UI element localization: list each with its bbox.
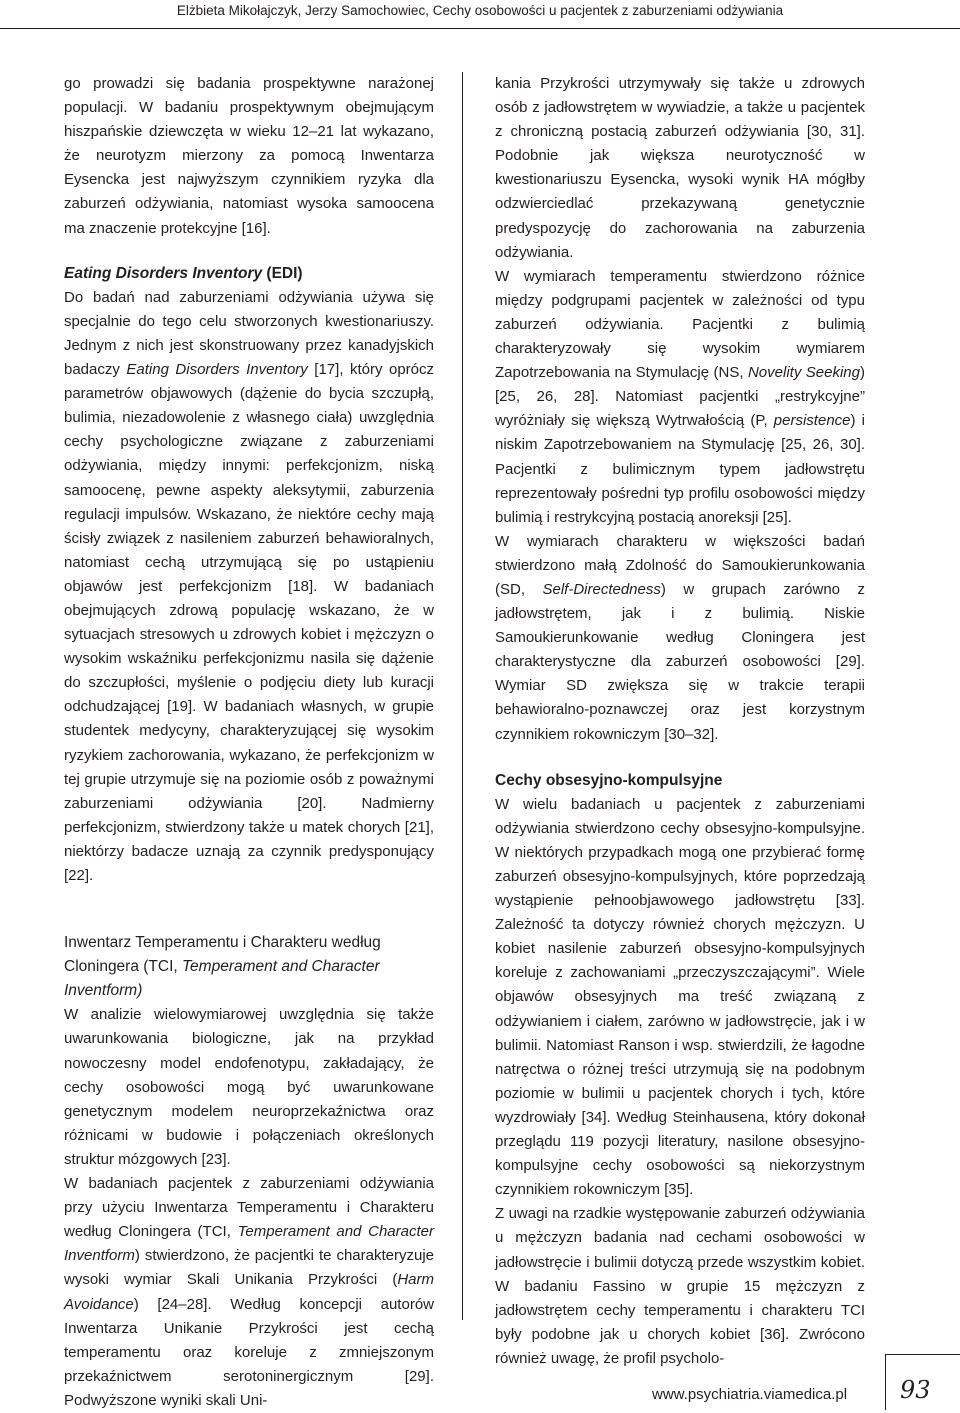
section-heading-tci	[64, 931, 434, 1003]
italic-run: Eating Disorders Inventory	[126, 361, 308, 379]
italic-run: Harm Avoidance	[64, 1271, 434, 1313]
footer-rule-horizontal	[885, 1354, 960, 1355]
heading-rest: (EDI)	[262, 264, 303, 282]
text-run: ) stwierdzono, że pacjentki te charakteryzuje wysoki wymiar Skali Unikania Przykrości (	[64, 1247, 434, 1289]
section-heading-obsessive: Cechy obsesyjno-kompulsyjne	[495, 771, 723, 789]
column-divider	[462, 72, 463, 1320]
text-run: W badaniach pacjentek z zaburzeniami odżywiania przy użyciu Inwentarza Temperamentu i Charakteru według Cloningera (TCI,	[64, 1175, 434, 1241]
text-run: Do badań nad zaburzeniami odżywiania używa się specjalnie do tego celu stworzonych kwestionariuszy. Jednym z nich jest skonstruowany przez kanadyjskich badaczy	[64, 288, 434, 379]
paragraph	[64, 286, 434, 888]
text-run: ) i niskim Zapotrzebowaniem na Stymulację [25, 26, 30]. Pacjentki z bulimicznym typem jadłowstrętu reprezentowały pośredni typ profilu osobowości między bulimią i restrykcyjną postacią anoreksji [25].	[495, 412, 866, 526]
heading-text: Inwentarz Temperamentu i Charakteru według Cloningera (TCI,	[64, 934, 381, 976]
section-heading-edi	[64, 262, 434, 286]
paragraph: go prowadzi się badania prospektywne narażonej populacji. W badaniu prospektywnym obejmującym hiszpańskie dziewczęta w wieku 12–21 lat wykazano, że neurotyzm mierzony za pomocą Inwentarza Eysencka jest najwyższym czynnikiem ryzyka dla zaburzeń odżywiania, natomiast wysoka samoocena ma znaczenie protekcyjne [16].	[64, 75, 434, 237]
text-run: W wymiarach temperamentu stwierdzono różnice między podgrupami pacjentek w zależności od typu zaburzeń odżywiania. Pacjentki z bulimią charakteryzowały się wysokim wymiarem Zapotrzebowania na Stymulację (NS,	[495, 267, 865, 382]
left-column	[64, 72, 434, 1413]
italic-run: Temperament and Character Inventform	[64, 1223, 434, 1265]
paragraph: Z uwagi na rzadkie występowanie zaburzeń odżywiania u mężczyzn badania nad cechami osobowości w jadłowstręcie i bulimii dotyczą przede wszystkim kobiet. W badaniu Fassino w grupie 15 mężczyzn z jadłowstrętem cechy temperamentu i charakteru TCI były podobne jak u chorych kobiet [36]. Zwrócono również uwagę, że profil psycholo-	[495, 1205, 865, 1367]
text-run: ) w grupach zarówno z jadłowstrętem, jak i z bulimią. Niskie Samoukierunkowanie według Cloningera jest charakterystyczne dla zaburzeń osobowości [29]. Wymiar SD zwiększa się w trakcie terapii behawioralno-poznawczej oraz jest korzystnym czynnikiem rokowniczym [30–32].	[495, 580, 866, 743]
paragraph	[64, 1172, 434, 1413]
footer-rule-vertical	[885, 1354, 886, 1410]
text-run: ) [24–28]. Według koncepcji autorów Inwentarza Unikanie Przykrości jest cechą temperamentu oraz koreluje z zmniejszonym przekaźnictwem serotoninergicznym [29]. Podwyższone wyniki skali Uni-	[64, 1295, 434, 1409]
header-rule	[0, 28, 960, 29]
running-title: Elżbieta Mikołajczyk, Jerzy Samochowiec, Cechy osobowości u pacjentek z zaburzeniami odżywiania	[176, 3, 784, 18]
italic-run: persistence	[773, 412, 851, 430]
paragraph	[495, 265, 865, 530]
paragraph: kania Przykrości utrzymywały się także u zdrowych osób z jadłowstrętem w wywiadzie, a także u pacjentek z chroniczną postacią zaburzeń odżywiania [30, 31]. Podobnie jak większa neurotyczność w kwestionariuszu Eysencka, wysoki wynik HA mógłby odzwierciedlać przekazywaną genetycznie predyspozycję do zachorowania na zaburzenia odżywiania.	[495, 75, 865, 261]
paragraph: W analizie wielowymiarowej uwzględnia się także uwarunkowania biologiczne, jak na przykład nowoczesny model endofenotypu, zakładający, że cechy osobowości mogą być uwarunkowane genetycznym modelem neuroprzekaźnictwa oraz różnicami w budowie i połączeniach określonych struktur mózgowych [23].	[64, 1006, 434, 1168]
italic-run: Novelity Seeking	[747, 364, 860, 382]
journal-url[interactable]: www.psychiatria.viamedica.pl	[652, 1386, 848, 1403]
paragraph: W wielu badaniach u pacjentek z zaburzeniami odżywiania stwierdzono cechy obsesyjno-kompulsyjne. W niektórych przypadkach mogą one przybierać formę zaburzeń obsesyjno-kompulsyjnych, które poprzedzają wystąpienie pełnoobjawowego jadłowstrętu [33]. Zależność ta dotyczy również chorych mężczyzn. U kobiet nasilenie zaburzeń obsesyjno-kompulsyjnych koreluje z zachowaniami „przeczyszczającymi”. Wiele objawów obsesyjnych ma treść związaną z odżywianiem i ciałem, zarówno w jadłowstręcie, jak i w bulimii. Natomiast Ranson i wsp. stwierdzili, że łagodne natręctwa o różnej treści utrzymują się na podobnym poziomie w bulimii u pacjentek chorych i tych, które wyzdrowiały [34]. Według Steinhausena, który dokonał przeglądu 119 pozycji literatury, nasilone obsesyjno-kompulsyjne cechy osobowości są niekorzystnym czynnikiem rokowniczym [35].	[495, 795, 865, 1199]
text-run: [17], który oprócz parametrów objawowych (dążenie do bycia szczupłą, bulimia, niezadowolenie z własnego ciała) uwzględnia cechy psychologiczne związane z zaburzeniami odżywiania, między innymi: perfekcjonizm, niską samoocenę, pewne aspekty aleksytymii, zaburzenia regulacji impulsów. Wskazano, że niektóre cechy mają ścisły związek z nasileniem zaburzeń behawioralnych, natomiast cechą utrzymującą się po ustąpieniu objawów jest perfekcjonizm [18]. W badaniach obejmujących zdrową populację wskazano, że w sytuacjach stresowych u zdrowych kobiet i mężczyzn o wysokim wskaźniku perfekcjonizmu nasila się dążenie do szczupłości, myślenie o podjęciu diety lub kuracji odchudzającej [19]. W badaniach własnych, w grupie studentek medycyny, charakteryzującej się wysokim ryzykiem zachorowania, wykazano, że perfekcjonizm w tej grupie utrzymuje się na poziomie osób z poważnymi zaburzeniami odżywiania [20]. Nadmierny perfekcjonizm, stwierdzony także u matek chorych [21], niektórzy badacze uznają za czynnik predysponujący [22].	[64, 361, 435, 884]
heading-italic-part: Temperament and Character Inventform)	[64, 958, 380, 1000]
text-run: W wymiarach charakteru w większości badań stwierdzono małą Zdolność do Samoukierunkowania (SD,	[495, 532, 865, 598]
right-column	[495, 72, 865, 1371]
spacer	[64, 888, 434, 910]
paragraph	[495, 530, 865, 747]
page-number: 93	[900, 1376, 931, 1404]
text-run: ) [25, 26, 28]. Natomiast pacjentki „restrykcyjne” wyróżniały się większą Wytrwałością (P,	[495, 364, 865, 430]
italic-run: Self-Directedness	[542, 580, 661, 598]
running-header	[0, 0, 960, 30]
heading-italic-part: Eating Disorders Inventory	[64, 264, 263, 282]
